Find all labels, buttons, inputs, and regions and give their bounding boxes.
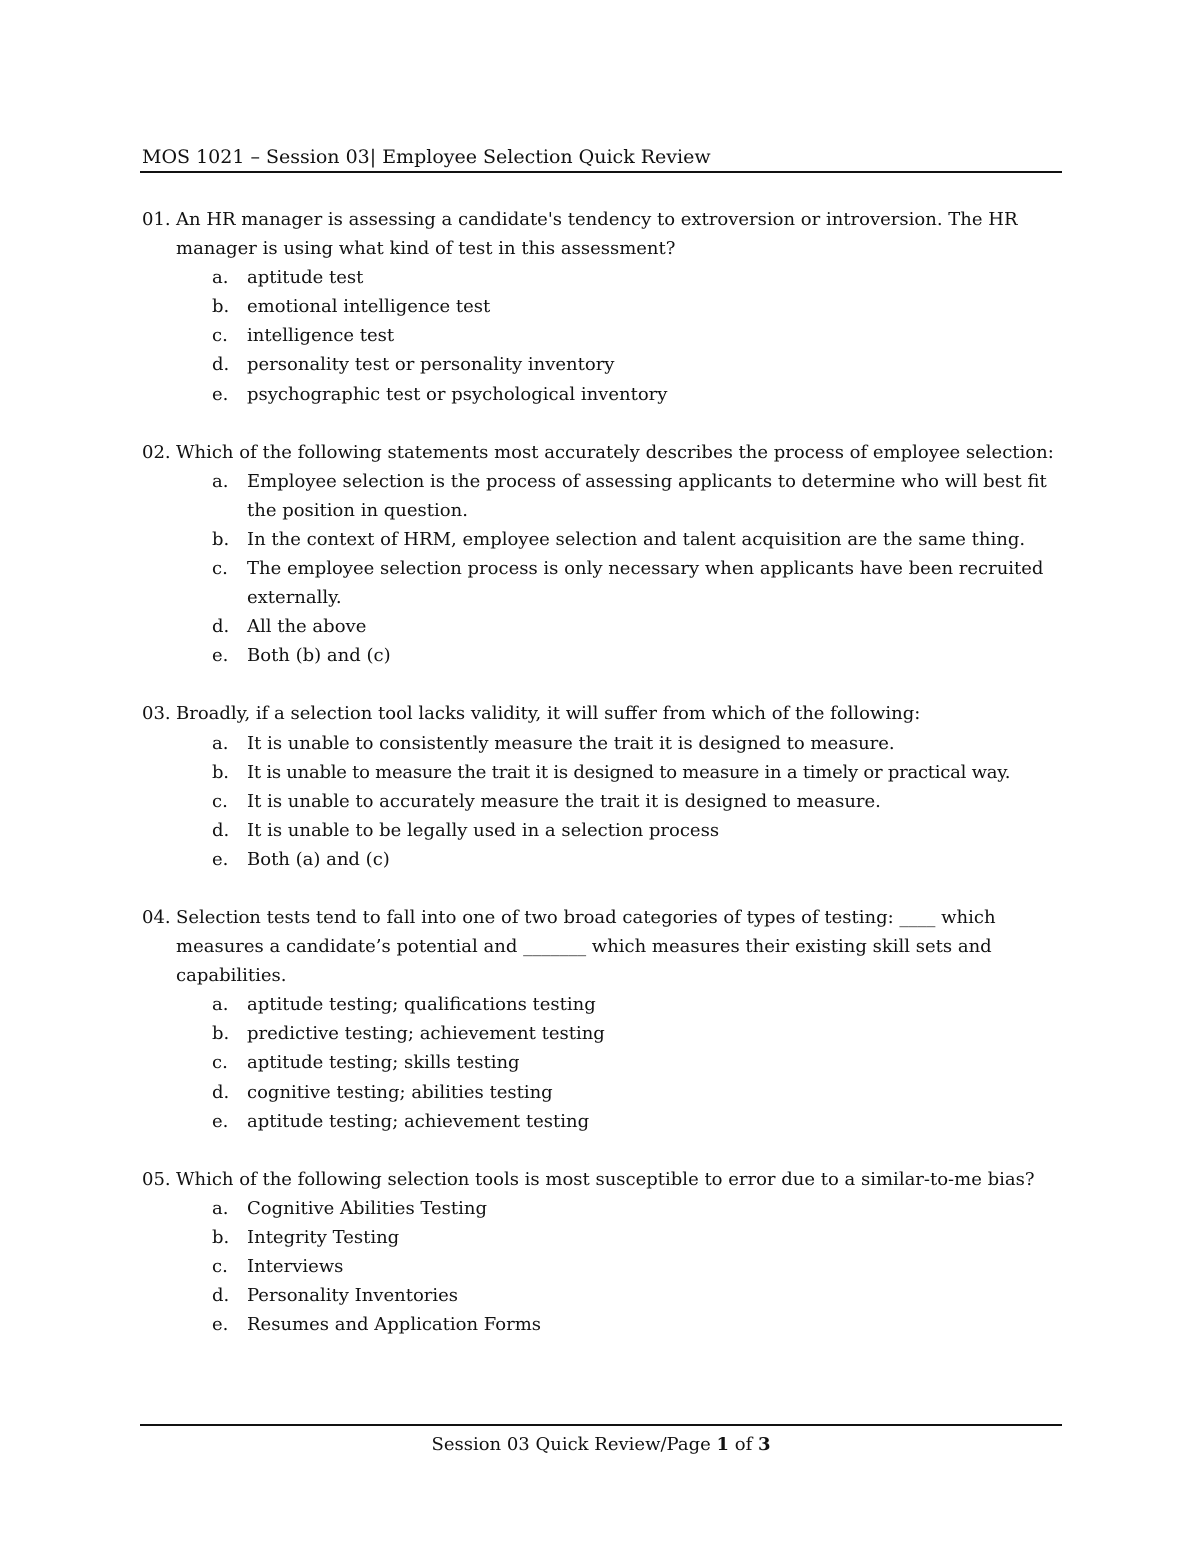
option-letter: e. xyxy=(212,848,229,870)
option-d xyxy=(142,1078,1062,1107)
option-e xyxy=(142,641,1062,670)
option-letter: c. xyxy=(212,1052,228,1074)
option-text: Resumes and Application Forms xyxy=(247,1314,542,1336)
option-letter: b. xyxy=(212,761,229,783)
option-text: Personality Inventories xyxy=(247,1285,459,1307)
option-letter: b. xyxy=(212,528,230,550)
option-a xyxy=(142,990,1062,1019)
option-text: It is unable to measure the trait it is designed to measure in a timely or practical way. xyxy=(247,761,1011,783)
option-list xyxy=(142,729,1062,874)
question-number: 03. xyxy=(142,703,171,725)
option-a xyxy=(142,729,1062,758)
footer-divider xyxy=(140,1424,1062,1426)
option-letter: b. xyxy=(212,1226,230,1248)
option-text: Integrity Testing xyxy=(247,1226,400,1248)
question-number: 05. xyxy=(142,1168,171,1190)
option-letter: a. xyxy=(212,732,229,754)
question-text: Which of the following statements most accurately describes the process of employee selection: xyxy=(176,441,1054,463)
option-letter: b. xyxy=(212,296,230,318)
option-d xyxy=(142,816,1062,845)
option-letter: d. xyxy=(212,616,230,638)
option-text: Interviews xyxy=(247,1256,344,1277)
option-b xyxy=(142,292,1062,321)
question-stem xyxy=(142,699,1062,728)
header-divider xyxy=(140,171,1062,173)
option-text: aptitude test xyxy=(247,267,364,289)
option-e xyxy=(142,845,1062,874)
option-letter: a. xyxy=(212,470,229,492)
question-number: 04. xyxy=(142,906,171,928)
option-text: Both (a) and (c) xyxy=(247,848,390,870)
option-c xyxy=(142,787,1062,816)
page-footer xyxy=(140,1431,1062,1459)
option-text: cognitive testing; abilities testing xyxy=(247,1081,553,1103)
option-text: In the context of HRM, employee selection and talent acquisition are the same thing. xyxy=(247,528,1026,550)
option-letter: d. xyxy=(212,354,230,376)
question-03 xyxy=(142,699,1062,874)
question-stem xyxy=(142,438,1062,467)
option-text: It is unable to consistently measure the trait it is designed to measure. xyxy=(247,732,895,754)
option-c xyxy=(142,554,1062,612)
footer-prefix: Session 03 Quick Review/Page xyxy=(431,1434,717,1455)
option-b xyxy=(142,525,1062,554)
question-stem xyxy=(142,1165,1062,1194)
question-stem xyxy=(142,205,1062,263)
option-text: It is unable to accurately measure the trait it is designed to measure. xyxy=(247,790,881,812)
option-letter: c. xyxy=(212,558,228,580)
option-letter: d. xyxy=(212,819,230,841)
option-c xyxy=(142,321,1062,350)
option-c xyxy=(142,1252,1062,1281)
option-letter: d. xyxy=(212,1285,230,1307)
option-d xyxy=(142,350,1062,379)
footer-page-total: 3 xyxy=(757,1434,771,1455)
question-05 xyxy=(142,1165,1062,1340)
question-01 xyxy=(142,205,1062,409)
option-letter: b. xyxy=(212,1023,230,1045)
option-text: intelligence test xyxy=(247,325,395,347)
option-b xyxy=(142,1223,1062,1252)
option-d xyxy=(142,1281,1062,1310)
option-letter: a. xyxy=(212,267,229,289)
question-text: Broadly, if a selection tool lacks validity, it will suffer from which of the following: xyxy=(176,703,921,725)
question-list xyxy=(142,205,1062,1368)
option-list xyxy=(142,990,1062,1135)
option-letter: a. xyxy=(212,1197,229,1219)
option-text: predictive testing; achievement testing xyxy=(247,1023,605,1045)
option-c xyxy=(142,1048,1062,1077)
option-text: aptitude testing; qualifications testing xyxy=(247,994,596,1016)
question-02 xyxy=(142,438,1062,671)
option-list xyxy=(142,467,1062,671)
option-text: aptitude testing; achievement testing xyxy=(247,1110,590,1132)
question-text: Which of the following selection tools is most susceptible to error due to a similar-to-me bias? xyxy=(176,1168,1035,1190)
option-letter: e. xyxy=(212,1110,229,1132)
question-04 xyxy=(142,903,1062,1136)
question-number: 01. xyxy=(142,209,171,230)
option-e xyxy=(142,1310,1062,1339)
option-text: psychographic test or psychological inventory xyxy=(247,383,668,405)
option-letter: c. xyxy=(212,325,228,347)
option-b xyxy=(142,758,1062,787)
option-text: emotional intelligence test xyxy=(247,296,491,318)
option-text: It is unable to be legally used in a selection process xyxy=(247,819,720,841)
option-letter: c. xyxy=(212,1256,228,1277)
option-list xyxy=(142,263,1062,408)
option-text: Both (b) and (c) xyxy=(247,645,391,667)
document-title: MOS 1021 – Session 03| Employee Selection Quick Review xyxy=(142,146,711,168)
option-letter: e. xyxy=(212,1314,229,1336)
question-number: 02. xyxy=(142,441,171,463)
option-e xyxy=(142,380,1062,409)
option-text: All the above xyxy=(247,616,367,638)
option-letter: d. xyxy=(212,1081,230,1103)
option-letter: c. xyxy=(212,790,228,812)
option-a xyxy=(142,1194,1062,1223)
page-header xyxy=(142,143,1062,171)
option-letter: e. xyxy=(212,645,229,667)
footer-of-label: of xyxy=(729,1434,758,1455)
question-text: Selection tests tend to fall into one of two broad categories of types of testing: ____ which measures a candidate’s potential and _______ which measures their existing skill sets and capabilities. xyxy=(176,906,996,987)
footer-page-number: 1 xyxy=(716,1434,730,1455)
option-letter: a. xyxy=(212,994,229,1016)
option-list xyxy=(142,1194,1062,1339)
option-text: aptitude testing; skills testing xyxy=(247,1052,520,1074)
option-text: The employee selection process is only necessary when applicants have been recruited externally. xyxy=(247,558,1044,609)
option-e xyxy=(142,1107,1062,1136)
option-letter: e. xyxy=(212,383,229,405)
option-text: Cognitive Abilities Testing xyxy=(247,1197,488,1219)
option-text: personality test or personality inventory xyxy=(247,354,615,376)
question-stem xyxy=(142,903,1062,990)
option-d xyxy=(142,612,1062,641)
option-a xyxy=(142,263,1062,292)
question-text: An HR manager is assessing a candidate's tendency to extroversion or introversion. The HR manager is using what kind of test in this assessment? xyxy=(176,209,1018,260)
option-b xyxy=(142,1019,1062,1048)
option-a xyxy=(142,467,1062,525)
option-text: Employee selection is the process of assessing applicants to determine who will best fit the position in question. xyxy=(247,470,1047,521)
